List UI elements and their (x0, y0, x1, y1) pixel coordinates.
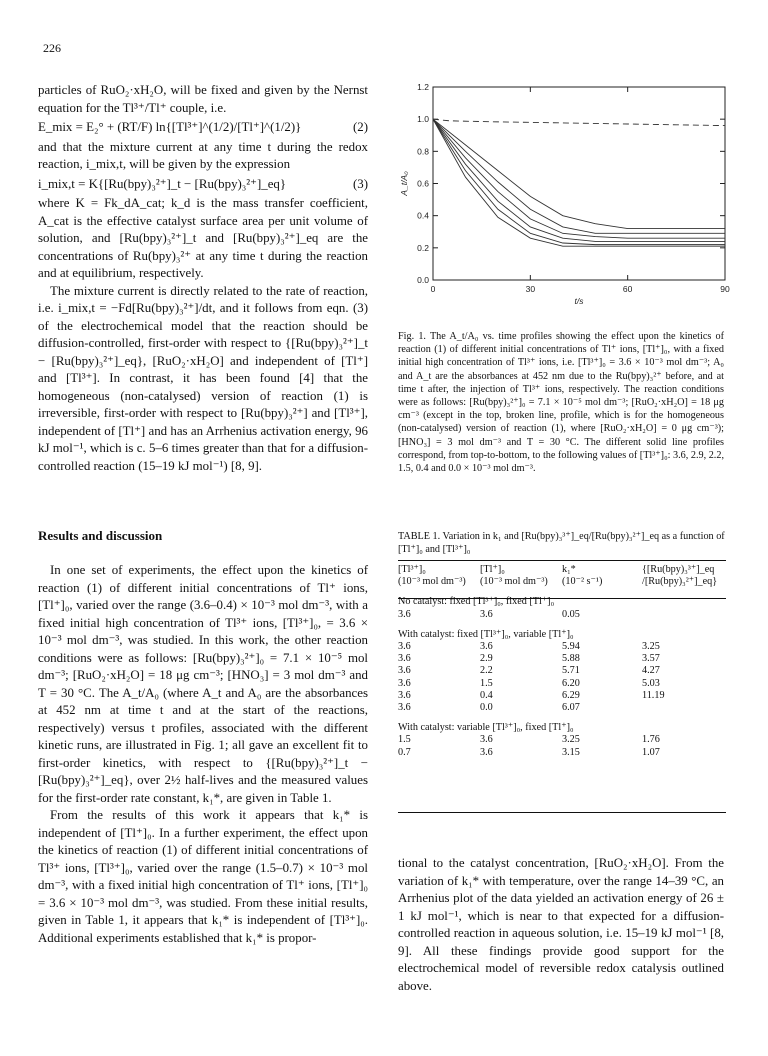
table-row (398, 678, 726, 690)
table (398, 564, 726, 759)
table-cell: 3.15 (562, 746, 580, 758)
equation-2 (38, 119, 368, 137)
table-row (398, 747, 726, 759)
series-line-6 (433, 119, 725, 246)
right-column-bottom (398, 855, 724, 995)
table-top-rule (398, 560, 726, 561)
paragraph: The mixture current is directly related to the rate of reaction, i.e. i_mix,t = −Fd[Ru(bpy)₃²⁺]/dt, and it follows from eqn. (3) of the electrochemical model that the reaction should be diffusion-controlled, first-order with respect to {[Ru(bpy)₃²⁺]_t − [Ru(bpy)₃²⁺]_eq}, [RuO₂·xH₂O] and independent of [Tl⁺] and [Tl³⁺]. In contrast, it has been found [4] that the homogeneous (non-catalysed) version of reaction (1) is irreversible, first-order with respect to [Ru(bpy)₃²⁺] and [Tl³⁺], independent of [Tl⁺] and has an Arrhenius activation energy, 96 kJ mol⁻¹, which is c. 5–6 times greater than that for a diffusion-controlled reaction (15–19 kJ mol⁻¹) [8, 9]. (38, 283, 368, 473)
equation-text: E_mix = E₂° + (RT/F) ln{[Tl³⁺]^(1/2)/[Tl⁺]^(1/2)} (38, 120, 302, 134)
table-row (398, 665, 726, 677)
table-cell: 3.6 (398, 677, 411, 689)
table-group-label: No catalyst: fixed [Tl³⁺]₀, fixed [Tl⁺]₀ (398, 596, 555, 608)
table-row (398, 609, 726, 621)
equation-3 (38, 176, 368, 194)
left-column-lower (38, 562, 368, 947)
table-cell: 5.94 (562, 641, 580, 653)
y-tick-label: 0.2 (417, 242, 429, 253)
table-header: [Tl³⁺]₀ (10⁻³ mol dm⁻³) (398, 564, 466, 588)
table-row (398, 690, 726, 702)
equation-number: (3) (352, 176, 368, 191)
table-cell: 0.05 (562, 608, 580, 620)
table-header: k₁* (10⁻² s⁻¹) (562, 564, 603, 588)
x-tick-label: 90 (720, 284, 730, 294)
paragraph: and that the mixture current at any time t during the redox reaction, i_mix,t, will be given by the expression (38, 139, 368, 171)
paragraph: From the results of this work it appears that k₁* is independent of [Tl⁺]₀. In a further experiment, the effect upon the kinetics of reaction (1) of different initial concentrations of Tl³⁺ ions, [Tl³⁺]₀, varied over the range (1.5–0.7) × 10⁻³ mol dm⁻³, with a fixed initial high concentration of Tl⁺ ions, [Tl⁺]₀ = 3.6 × 10⁻³ mol dm⁻³, was studied. From these initial results, given in Table 1, it appears that k₁* is independent of [Tl³⁺]₀. Additional experiments established that k₁* is propor- (38, 808, 368, 945)
left-column (38, 82, 368, 475)
y-tick-label: 1.2 (417, 82, 429, 92)
paragraph: tional to the catalyst concentration, [RuO₂·xH₂O]. From the variation of k₁* with temperature, over the range 14–39 °C, an Arrhenius plot of the data yielded an activation energy of 26 ± 1 kJ mol⁻¹, which is near to that expected for a diffusion-controlled reaction in aqueous solution, i.e. 15–19 kJ mol⁻¹ [8, 9]. All these findings provide good support for the electrochemical model of reversible redox catalysis outlined above. (398, 856, 724, 993)
table-cell: 3.6 (398, 641, 411, 653)
table-row (398, 653, 726, 665)
table-cell: 0.7 (398, 746, 411, 758)
table-header: [Tl⁺]₀ (10⁻³ mol dm⁻³) (480, 564, 548, 588)
table-cell: 3.6 (398, 665, 411, 677)
y-tick-label: 0.4 (417, 210, 429, 221)
table-cell: 1.07 (642, 746, 660, 758)
table-cell: 5.88 (562, 653, 580, 665)
table-cell: 6.20 (562, 677, 580, 689)
table-cell: 3.6 (480, 608, 493, 620)
table-header: {[Ru(bpy)₃³⁺]_eq /[Ru(bpy)₃²⁺]_eq} (642, 564, 718, 588)
table-cell: 4.27 (642, 665, 660, 677)
table-group-label: With catalyst: variable [Tl³⁺]₀, fixed [Tl⁺]₀ (398, 722, 574, 734)
figure-caption: Fig. 1. The A_t/A₀ vs. time profiles showing the effect upon the kinetics of reaction (1) of different initial concentrations of Tl⁺ ions, [Tl⁺]₀, with a fixed initial high concentration of Tl³⁺ ions, i.e. [Tl³⁺]₀ = 3.6 × 10⁻³ mol dm⁻³; A₀ and A_t are the absorbances at 452 nm due to the Ru(bpy)₃²⁺ before, and at time t after, the injection of Tl³⁺ ions, respectively. The reaction conditions were as follows: [Ru(bpy)₃²⁺]₀ = 7.1 × 10⁻⁵ mol dm⁻³; [RuO₂·xH₂O] = 18 μg cm⁻³ (except in the top, broken line, profile, which is for the homogeneous (non-catalysed) version of reaction (1), where [RuO₂·xH₂O] = 0 μg cm⁻³); [HNO₃] = 3 mol dm⁻³ and T = 30 °C. The different solid line profiles correspond, from top-to-bottom, to the following values of [Tl³⁺]₀: 3.6, 2.9, 2.2, 1.5, 0.4 and 0.0 × 10⁻³ mol dm⁻³. (398, 331, 724, 475)
table-title: TABLE 1. Variation in k₁ and [Ru(bpy)₃³⁺]_eq/[Ru(bpy)₃²⁺]_eq as a function of [Tl⁺]₀ and [Tl³⁺]₀ (398, 531, 725, 555)
series-line-1 (433, 119, 725, 228)
table-row (398, 734, 726, 746)
table-group-label: With catalyst: fixed [Tl³⁺]₀, variable [Tl⁺]₀ (398, 628, 574, 640)
series-line-5 (433, 119, 725, 244)
table-cell: 3.6 (480, 746, 493, 758)
x-tick-label: 30 (525, 284, 536, 294)
paragraph: In one set of experiments, the effect upon the kinetics of reaction (1) of different initial concentrations of Tl⁺ ions, [Tl⁺]₀, varied over the range (3.6–0.4) × 10⁻³ mol dm⁻³, with a fixed initial high concentration of Tl³⁺ ions, [Tl³⁺]₀, = 3.6 × 10⁻³ mol dm⁻³, was studied. In this work, the other reaction conditions were as follows: [Ru(bpy)₃²⁺]₀ = 7.1 × 10⁻⁵ mol dm⁻³; [RuO₂·xH₂O] = 18 μg cm⁻³; [HNO₃] = 3 mol dm⁻³ and T = 30 °C. The A_t/A₀ (where A_t and A₀ are the absorbances at 452 nm at time t and at the start of the reactions, respectively) versus t profiles, associated with the different kinetic runs, are illustrated in Fig. 1; all gave an excellent fit to first-order kinetics, with respect to {[Ru(bpy)₃²⁺]_t − [Ru(bpy)₃²⁺]_eq}, over 2½ half-lives and the measured values for the first-order rate constant, k₁*, are given in Table 1. (38, 563, 368, 805)
table-cell: 3.6 (480, 641, 493, 653)
table-cell: 6.29 (562, 689, 580, 701)
paragraph: particles of RuO₂·xH₂O, will be fixed and given by the Nernst equation for the Tl³⁺/Tl⁺ couple, i.e. (38, 83, 368, 115)
table-cell: 3.6 (398, 608, 411, 620)
table-cell: 3.6 (480, 734, 493, 746)
series-line-dashed (433, 119, 725, 125)
table-cell (642, 702, 726, 714)
table-cell: 5.71 (562, 665, 580, 677)
table-cell: 1.5 (480, 677, 493, 689)
table-cell: 11.19 (642, 689, 665, 701)
table-cell: 3.6 (398, 702, 411, 714)
page-number: 226 (43, 41, 61, 55)
table-cell: 3.25 (562, 734, 580, 746)
table-cell: 2.9 (480, 653, 493, 665)
table-cell: 6.07 (562, 702, 580, 714)
table-cell: 3.6 (398, 689, 411, 701)
table-row (398, 702, 726, 714)
table-cell: 2.2 (480, 665, 493, 677)
table-bottom-rule (398, 812, 726, 813)
series-line-4 (433, 119, 725, 241)
table-cell: 3.57 (642, 653, 660, 665)
table-cell: 1.5 (398, 734, 411, 746)
table-cell (642, 609, 726, 621)
y-axis-label: A_t/A₀ (399, 171, 409, 196)
y-tick-label: 0.0 (417, 275, 429, 285)
x-tick-label: 0 (430, 284, 436, 294)
section-heading: Results and discussion (38, 528, 163, 543)
y-tick-label: 1.0 (417, 114, 429, 125)
table-cell: 0.4 (480, 689, 493, 701)
table-row (398, 641, 726, 653)
equation-text: i_mix,t = K{[Ru(bpy)₃²⁺]_t − [Ru(bpy)₃²⁺]_eq} (38, 176, 287, 191)
table-cell: 3.25 (642, 641, 660, 653)
x-tick-label: 60 (622, 284, 633, 294)
table-cell: 5.03 (642, 677, 660, 689)
table-cell: 1.76 (642, 734, 660, 746)
series-line-2 (433, 119, 725, 233)
equation-number: (2) (352, 120, 368, 134)
table-cell: 0.0 (480, 702, 493, 714)
table-grid (398, 564, 726, 759)
y-tick-label: 0.6 (417, 178, 429, 189)
series-line-3 (433, 119, 725, 238)
y-tick-label: 0.8 (417, 146, 429, 157)
table-cell: 3.6 (398, 653, 411, 665)
x-axis-label: t/s (574, 296, 584, 306)
figure-1-chart (395, 75, 735, 325)
paragraph: where K = Fk_dA_cat; k_d is the mass transfer coefficient, A_cat is the effective catalyst surface area per unit volume of solution, and [Ru(bpy)₃²⁺]_t and [Ru(bpy)₃²⁺]_eq are the concentrations of Ru(bpy)₃²⁺ at any time t during the reaction and at equilibrium, respectively. (38, 196, 368, 280)
